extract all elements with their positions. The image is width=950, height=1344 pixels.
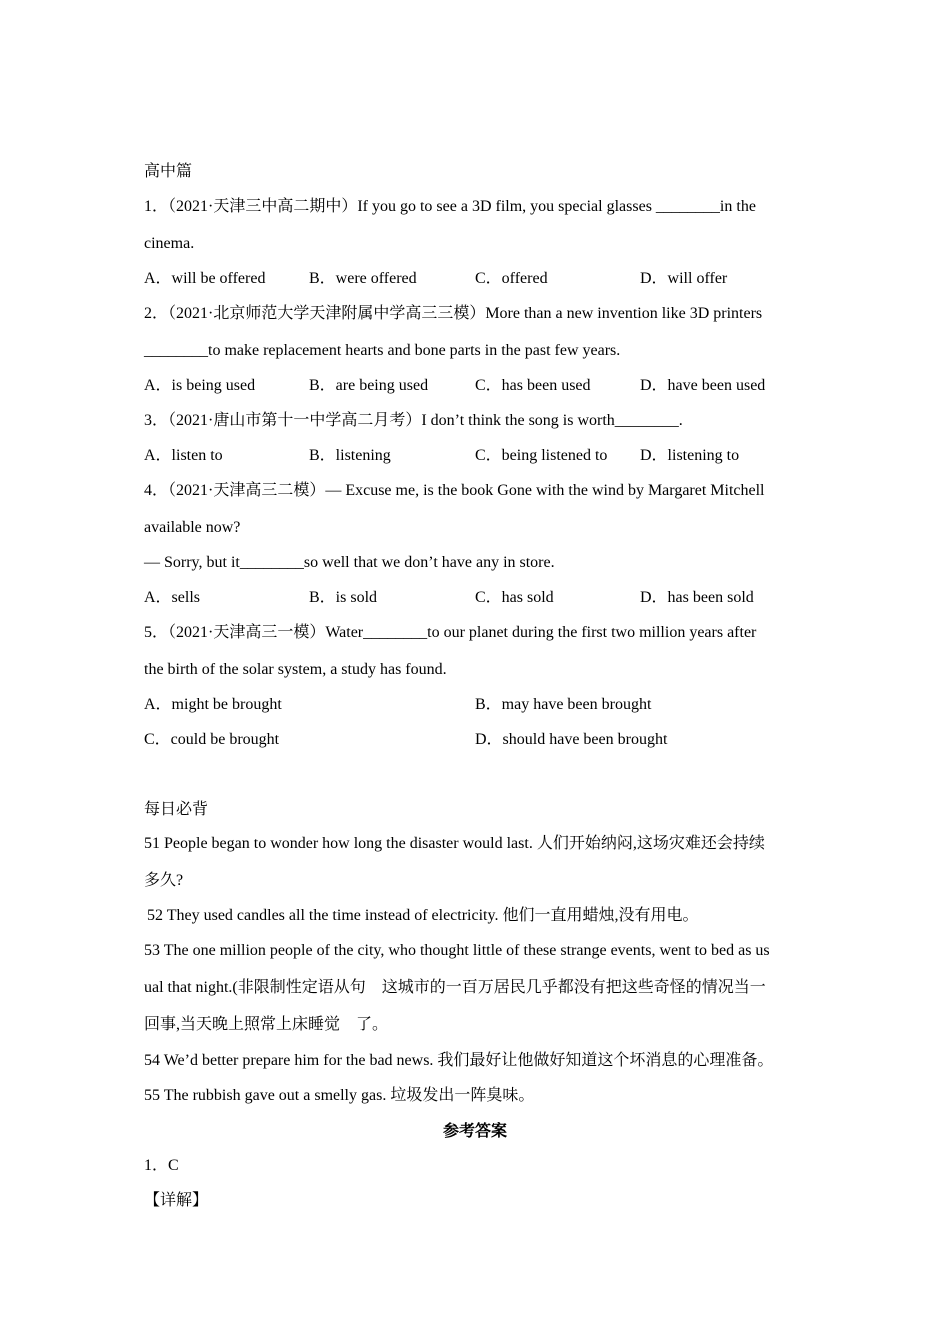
daily-sentence-53: 53 The one million people of the city, who thought little of these strange events, went to bed as us: [144, 942, 770, 959]
detail-label: 【详解】: [144, 1192, 209, 1209]
question-1-stem-cont: cinema.: [144, 235, 195, 252]
question-4-option-c: C．has sold: [475, 589, 554, 606]
question-1-option-b: B．were offered: [309, 270, 417, 287]
question-1-option-c: C．offered: [475, 270, 548, 287]
answers-title: 参考答案: [442, 1123, 507, 1140]
question-4-stem-cont: available now?: [144, 519, 241, 536]
question-2-stem-cont: ________to make replacement hearts and bone parts in the past few years.: [144, 342, 621, 359]
question-4-option-d: D．has been sold: [640, 589, 754, 606]
answer-1: 1．C: [144, 1157, 179, 1174]
question-5-stem: 5．（2021·天津高三一模）Water________to our planet during the first two million years after: [144, 624, 757, 641]
question-3-option-d: D．listening to: [640, 447, 740, 464]
question-3-stem: 3．（2021·唐山市第十一中学高二月考）I don’t think the song is worth________.: [144, 412, 683, 429]
daily-sentence-53-cont: ual that night.(非限制性定语从句 这城市的一百万居民几乎都没有把这些奇怪的情况当一: [144, 979, 766, 996]
question-4-reply: — Sorry, but it________so well that we don’t have any in store.: [144, 554, 555, 571]
question-1-stem: 1．（2021·天津三中高二期中）If you go to see a 3D film, you special glasses ________in the: [144, 198, 756, 215]
daily-sentence-51-cont: 多久?: [144, 872, 184, 889]
question-1-option-a: A．will be offered: [144, 270, 266, 287]
question-2-option-b: B．are being used: [309, 377, 429, 394]
question-5-option-c: C．could be brought: [144, 731, 280, 748]
question-5-stem-cont: the birth of the solar system, a study has found.: [144, 661, 447, 678]
question-5-option-b: B．may have been brought: [475, 696, 652, 713]
question-5-option-a: A．might be brought: [144, 696, 282, 713]
daily-title: 每日必背: [144, 801, 209, 818]
question-1-option-d: D．will offer: [640, 270, 728, 287]
question-2-option-c: C．has been used: [475, 377, 591, 394]
question-2-option-d: D．have been used: [640, 377, 766, 394]
question-3-option-b: B．listening: [309, 447, 391, 464]
question-4-stem: 4．（2021·天津高三二模）— Excuse me, is the book Gone with the wind by Margaret Mitchell: [144, 482, 765, 499]
daily-sentence-51: 51 People began to wonder how long the disaster would last. 人们开始纳闷,这场灾难还会持续: [144, 835, 765, 852]
question-3-option-a: A．listen to: [144, 447, 223, 464]
question-2-option-a: A．is being used: [144, 377, 256, 394]
section-title: 高中篇: [144, 163, 193, 180]
daily-sentence-55: 55 The rubbish gave out a smelly gas. 垃圾发出一阵臭味。: [144, 1087, 535, 1104]
question-4-option-a: A．sells: [144, 589, 201, 606]
daily-sentence-53-end: 回事,当天晚上照常上床睡觉 了。: [144, 1016, 389, 1033]
question-3-option-c: C．being listened to: [475, 447, 608, 464]
question-4-option-b: B．is sold: [309, 589, 378, 606]
question-2-stem: 2．（2021·北京师范大学天津附属中学高三三模）More than a new invention like 3D printers: [144, 305, 763, 322]
daily-sentence-52: 52 They used candles all the time instead of electricity. 他们一直用蜡烛,没有用电。: [147, 907, 699, 924]
daily-sentence-54: 54 We’d better prepare him for the bad news. 我们最好让他做好知道这个坏消息的心理准备。: [144, 1052, 774, 1069]
question-5-option-d: D．should have been brought: [475, 731, 668, 748]
